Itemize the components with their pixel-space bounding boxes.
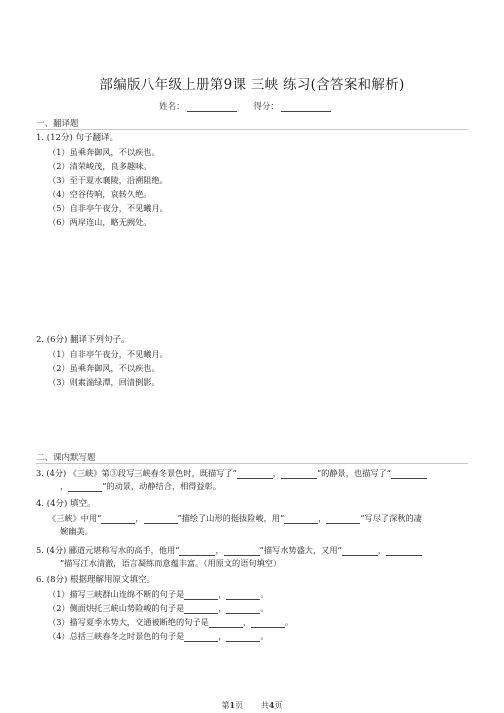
q3-blank-2[interactable]	[281, 469, 317, 479]
section-heading-translation: 一、翻译题	[36, 119, 79, 129]
q6-item-2: （2）侧面烘托三峡山势险峻的句子是 ， 。	[48, 603, 269, 613]
q5-blank-2[interactable]	[224, 546, 260, 556]
q1-item-6: （6）两岸连山，略无阙处。	[48, 217, 152, 227]
question-3-line-1: 3. (4分) 《三峡》第③段写三峡春冬景色时，既描写了“ ， ”的静景，也描写了“	[36, 467, 427, 479]
question-1-stem: 1. (12分) 句子翻译。	[36, 133, 118, 143]
q4-blank-4[interactable]	[326, 514, 360, 524]
q1-item-3: （3）至于夏水襄陵，沿溯阻绝。	[48, 175, 168, 185]
page-title: 部编版八年级上册第9课 三峡 练习(含答案和解析)	[99, 77, 405, 93]
q4-blank-1[interactable]	[101, 514, 135, 524]
q4-blank-2[interactable]	[144, 514, 178, 524]
question-5-line-2: ”描写江水清澈，语言凝练而意蕴丰富。（用原文的语句填空）	[60, 558, 282, 568]
q6-2-blank-b[interactable]	[226, 604, 260, 614]
question-4-line-2: 婉幽美。	[60, 526, 93, 536]
question-4-line-1: 《三峡》中用“ ， ”描绘了山形的挺拔险峻，用“ ， ”写尽了深秋的凄	[48, 513, 422, 523]
q3-blank-1[interactable]	[237, 469, 273, 479]
q6-2-blank-a[interactable]	[184, 604, 218, 614]
question-3-line-2: ， ”的动景，动静结合，相得益彰。	[60, 481, 222, 491]
score-blank[interactable]	[281, 102, 331, 112]
q6-3-blank-a[interactable]	[209, 618, 243, 628]
q6-item-1: （1）描写三峡群山连绵不断的句子是 ， 。	[48, 589, 269, 599]
name-score-line	[0, 100, 504, 112]
question-6-stem: 6. (8分) 根据理解用原文填空。	[36, 575, 156, 585]
q6-3-blank-b[interactable]	[251, 618, 285, 628]
question-4-stem: 4. (4分) 填空。	[36, 499, 96, 509]
question-5-line-1: 5. (4分) 郦道元堪称写水的高手，他用“ ， ”描写水势盛大，又用“ ，	[36, 544, 422, 556]
q6-1-blank-a[interactable]	[184, 590, 218, 600]
q6-item-4: （4）总括三峡春冬之时景色的句子是 ， 。	[48, 631, 269, 641]
q2-item-2: （2）虽乘奔御风，不以疾也。	[48, 363, 160, 373]
q3-blank-4[interactable]	[68, 482, 102, 492]
q4-blank-3[interactable]	[284, 514, 318, 524]
q1-item-1: （1）虽乘奔御风，不以疾也。	[48, 147, 160, 157]
score-label: 得分：	[253, 102, 279, 112]
name-label: 姓名：	[159, 102, 185, 112]
q1-item-4: （4）空谷传响，哀转久绝。	[48, 189, 152, 199]
q5-blank-3[interactable]	[342, 546, 378, 556]
page-footer: 第1页 共4页	[221, 700, 283, 710]
q6-item-3: （3）描写夏季水势大，交通被断绝的句子是 ， 。	[48, 617, 294, 627]
q1-item-2: （2）清荣峻茂，良多趣味。	[48, 161, 152, 171]
q5-blank-4[interactable]	[386, 546, 422, 556]
section-divider	[36, 129, 468, 130]
q1-item-5: （5）自非亭午夜分，不见曦月。	[48, 203, 168, 213]
q2-item-1: （1）自非亭午夜分，不见曦月。	[48, 349, 168, 359]
q5-blank-1[interactable]	[179, 546, 215, 556]
q6-4-blank-b[interactable]	[226, 632, 260, 642]
q6-1-blank-b[interactable]	[226, 590, 260, 600]
total-pages: 4	[268, 700, 275, 710]
q3-blank-3[interactable]	[391, 469, 427, 479]
q6-4-blank-a[interactable]	[184, 632, 218, 642]
name-blank[interactable]	[187, 102, 237, 112]
section-divider	[36, 463, 468, 464]
section-heading-recitation: 二、课内默写题	[36, 453, 96, 463]
q2-item-3: （3）则素湍绿潭，回清倒影。	[48, 377, 160, 387]
question-2-stem: 2. (6分) 翻译下列句子。	[36, 335, 130, 345]
page-number: 1	[229, 700, 236, 710]
